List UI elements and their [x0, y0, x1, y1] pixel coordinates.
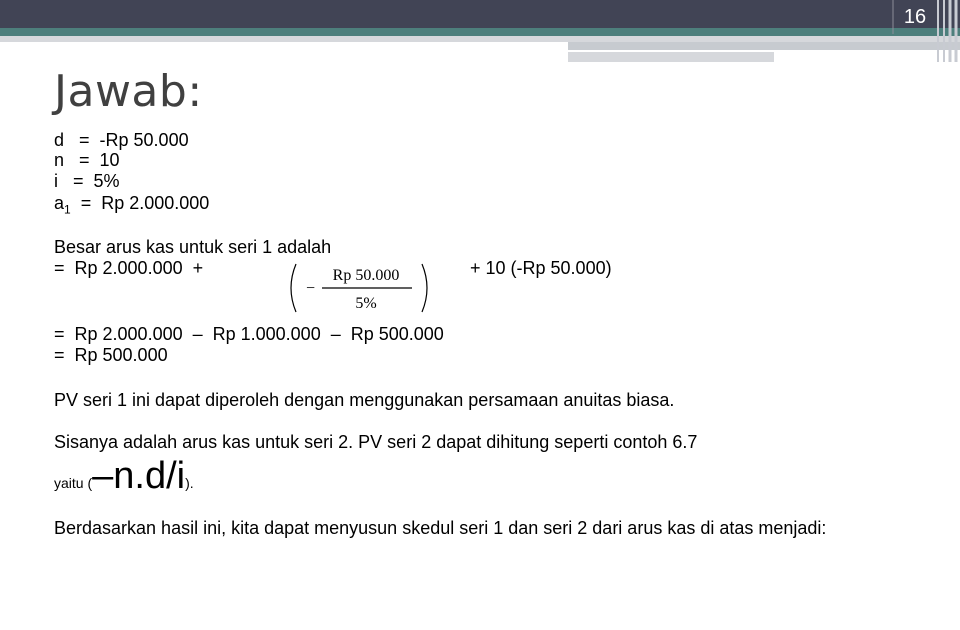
yaitu-suffix: ). — [185, 475, 194, 491]
berdasarkan-text: Berdasarkan hasil ini, kita dapat menyusun skedul seri 1 dan seri 2 dari arus kas di atas menjadi: — [54, 518, 827, 538]
given-a1 — [54, 193, 209, 220]
header-bar — [0, 0, 960, 28]
calc-intro: Besar arus kas untuk seri 1 adalah — [54, 237, 332, 257]
fraction-formula — [284, 260, 434, 316]
slide-number: 16 — [903, 6, 927, 28]
header-grey-stripe-short — [568, 52, 774, 62]
a1-value: = Rp 2.000.000 — [70, 193, 210, 213]
slide-title: Jawab: — [54, 66, 203, 117]
sisa-text: Sisanya adalah arus kas untuk seri 2. PV seri 2 dapat dihitung seperti contoh 6.7 — [54, 432, 698, 452]
yaitu-formula: –n.d/i — [92, 455, 186, 497]
fraction-numerator: Rp 50.000 — [332, 267, 400, 284]
fraction-denominator: 5% — [355, 295, 377, 312]
given-n: n = 10 — [54, 150, 120, 170]
given-i: i = 5% — [54, 171, 120, 191]
calc-line3: = Rp 500.000 — [54, 345, 168, 365]
yaitu-line — [54, 455, 914, 504]
a1-subscript: 1 — [64, 202, 71, 217]
yaitu-prefix: yaitu ( — [54, 475, 93, 491]
a1-letter: a — [54, 193, 65, 213]
pv-seri1-text: PV seri 1 ini dapat diperoleh dengan menggunakan persamaan anuitas biasa. — [54, 390, 675, 410]
fraction-sign: − — [306, 280, 316, 297]
calc-line1-left: = Rp 2.000.000 + — [54, 258, 204, 278]
header-accent-bar — [0, 28, 960, 36]
given-d: d = -Rp 50.000 — [54, 130, 189, 150]
calc-line2: = Rp 2.000.000 – Rp 1.000.000 – Rp 500.000 — [54, 324, 444, 344]
calc-line1-right: + 10 (-Rp 50.000) — [470, 258, 612, 278]
